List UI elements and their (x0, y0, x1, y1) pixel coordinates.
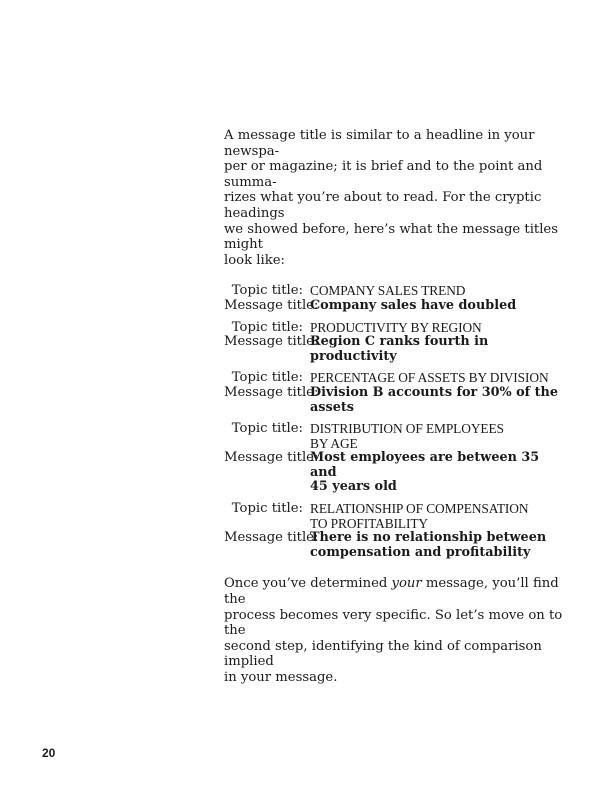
message-row (224, 386, 569, 415)
message-label: Message title: (224, 297, 319, 313)
message-label: Message title: (224, 334, 319, 350)
message-value (310, 386, 569, 415)
example-pair (224, 371, 569, 415)
message-label: Message title: (224, 530, 319, 546)
topic-line: PRODUCTIVITY BY REGION (310, 319, 482, 335)
topic-row (224, 502, 569, 531)
topic-label: Topic title: (231, 283, 303, 299)
topic-value (310, 371, 569, 386)
topic-value (310, 321, 569, 336)
title-examples (224, 284, 569, 560)
topic-row (224, 321, 569, 336)
closing-emphasis: your (391, 576, 422, 592)
example-pair (224, 502, 569, 560)
message-line: Division B accounts for 30% of the (310, 384, 558, 400)
message-row (224, 451, 569, 495)
message-row (224, 335, 569, 364)
message-line: Most employees are between 35 and (310, 450, 540, 480)
message-value (310, 299, 569, 314)
topic-value (310, 284, 569, 299)
closing-text: Once you’ve determined (224, 576, 392, 592)
topic-line: DISTRIBUTION OF EMPLOYEES (310, 421, 504, 437)
intro-line: look like: (224, 252, 285, 268)
message-line: compensation and profitability (310, 544, 531, 560)
topic-label: Topic title: (231, 421, 303, 437)
closing-text: message, you’ll find the (224, 576, 559, 608)
message-label: Message title: (224, 450, 319, 466)
topic-line: TO PROFITABILITY (310, 515, 428, 531)
page-content (224, 128, 569, 686)
intro-line: we showed before, here’s what the message titles might (224, 221, 559, 253)
page-number: 20 (42, 746, 56, 760)
message-line: Region C ranks fourth in productivity (310, 334, 489, 364)
topic-row (224, 371, 569, 386)
intro-line: rizes what you’re about to read. For the cryptic headings (224, 190, 542, 221)
topic-row (224, 422, 569, 451)
topic-value (310, 502, 569, 531)
message-line: assets (310, 399, 354, 415)
topic-line: COMPANY SALES TREND (310, 283, 466, 299)
example-pair (224, 422, 569, 495)
message-value (310, 451, 569, 495)
message-value (310, 335, 569, 364)
example-pair (224, 321, 569, 365)
message-line: There is no relationship between (310, 530, 547, 546)
message-line: 45 years old (310, 479, 397, 495)
message-label: Message title: (224, 384, 319, 400)
message-row (224, 299, 569, 314)
message-row (224, 531, 569, 560)
topic-label: Topic title: (231, 501, 303, 517)
topic-line: RELATIONSHIP OF COMPENSATION (310, 501, 529, 517)
topic-label: Topic title: (231, 319, 303, 335)
closing-paragraph (224, 576, 569, 685)
message-line: Company sales have doubled (310, 297, 517, 313)
intro-line: per or magazine; it is brief and to the point and summa- (224, 159, 543, 190)
topic-label: Topic title: (231, 370, 303, 386)
message-value (310, 531, 569, 560)
topic-line: BY AGE (310, 435, 358, 451)
closing-line: process becomes very specific. So let’s move on to the (224, 607, 563, 639)
topic-line: PERCENTAGE OF ASSETS BY DIVISION (310, 370, 549, 386)
closing-line: in your message. (224, 670, 338, 685)
example-pair (224, 284, 569, 313)
intro-line: A message title is similar to a headline in your newspa- (224, 128, 535, 159)
topic-value (310, 422, 569, 451)
intro-paragraph (224, 128, 569, 268)
closing-line: second step, identifying the kind of comparison implied (224, 638, 542, 670)
topic-row (224, 284, 569, 299)
